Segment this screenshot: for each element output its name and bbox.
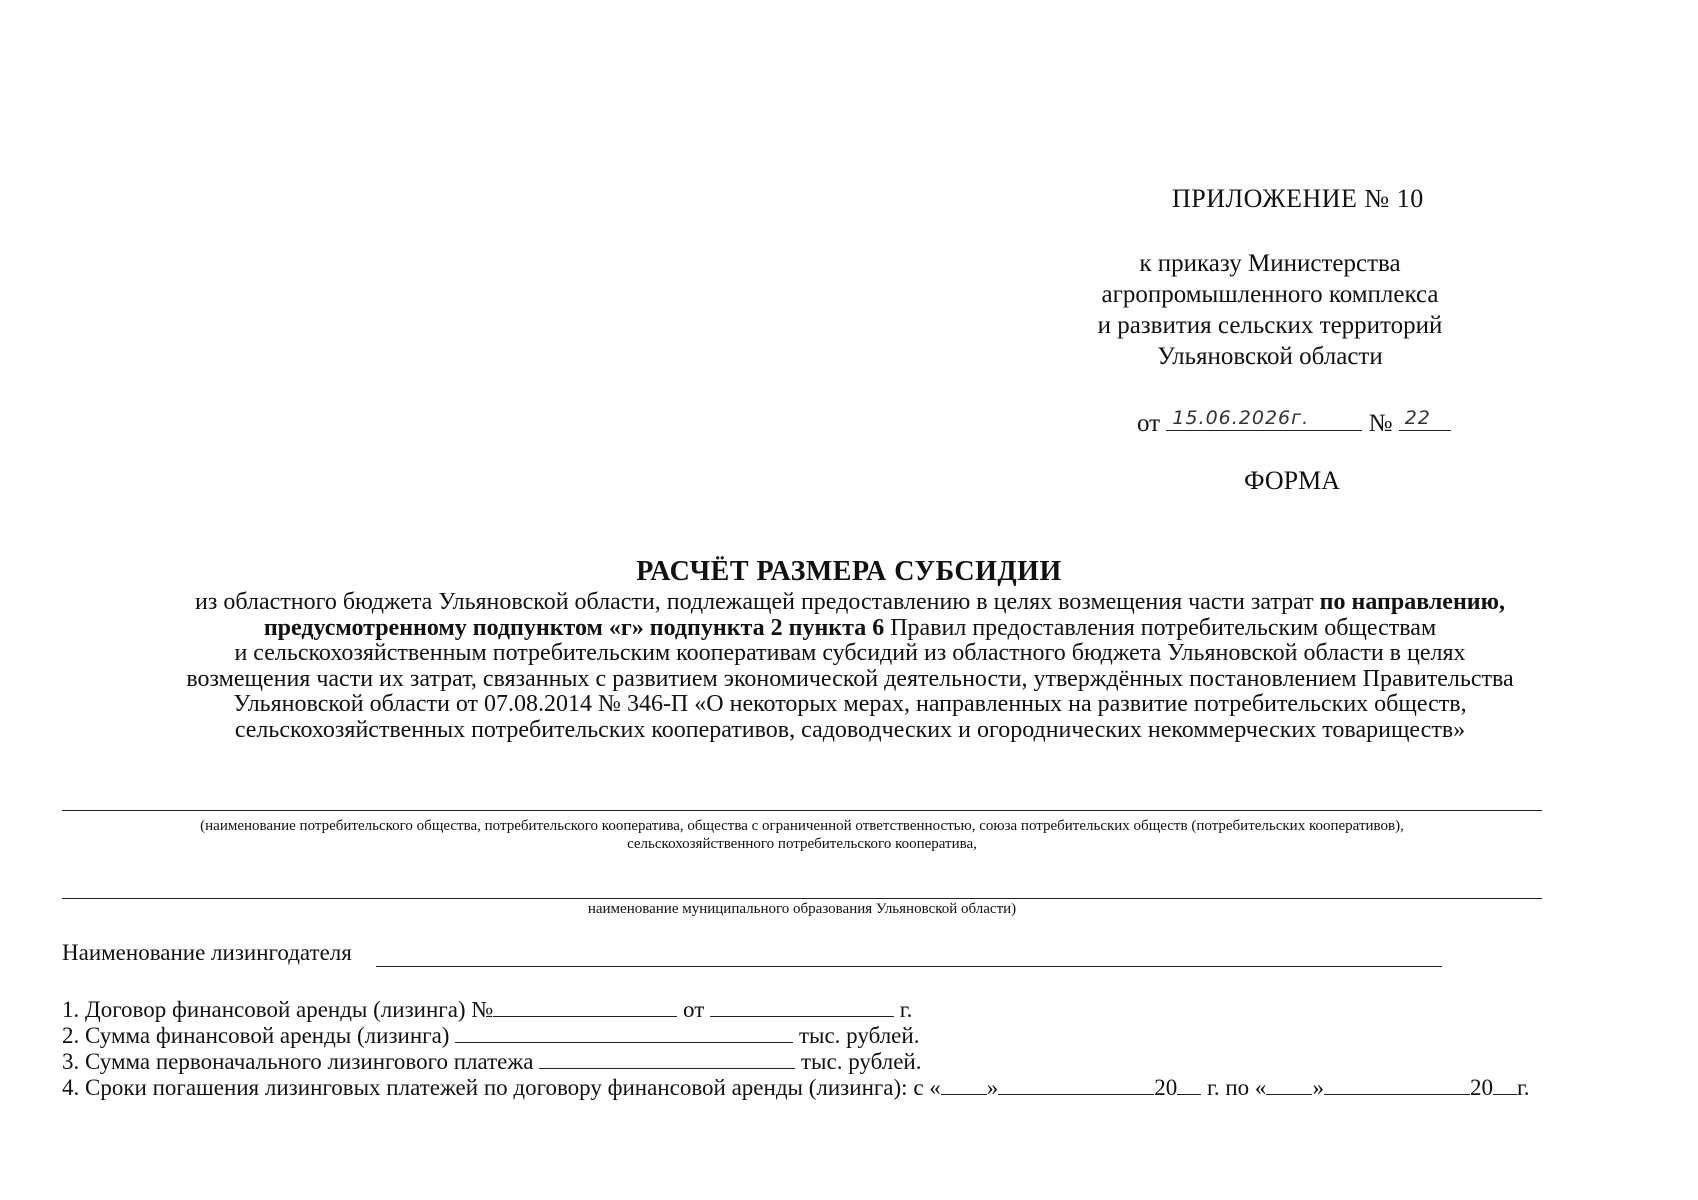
organization-name-field[interactable] [62, 810, 1542, 811]
description-line-6: сельскохозяйственных потребительских кооперативов, садоводческих и огороднических некоммерческих товариществ» [234, 716, 1466, 743]
order-line-4: Ульяновской области [1157, 343, 1383, 370]
start-month-field[interactable] [998, 1074, 1154, 1095]
item-3-unit: тыс. рублей. [800, 1049, 922, 1074]
lease-amount-field[interactable] [455, 1022, 793, 1043]
order-date-line [1137, 404, 1451, 438]
order-reference [1080, 248, 1460, 372]
handwritten-number: 22 [1404, 407, 1431, 429]
item-3-label: 3. Сумма первоначального лизингового платежа [62, 1049, 534, 1074]
handwritten-date: 15.06.2026г. [1172, 407, 1310, 429]
end-year-field[interactable] [1493, 1074, 1517, 1095]
item-4-middle: г. по « [1207, 1075, 1267, 1100]
lessor-row [62, 940, 352, 966]
number-prefix: № [1368, 410, 1393, 437]
order-line-2: агропромышленного комплекса [1101, 281, 1439, 308]
item-2-row [62, 1022, 919, 1049]
order-line-3: и развития сельских территорий [1097, 312, 1443, 339]
initial-payment-field[interactable] [539, 1048, 795, 1069]
municipality-caption: наименование муниципального образования Ульяновской области) [587, 901, 1017, 917]
end-month-field[interactable] [1324, 1074, 1470, 1095]
description-line-5: Ульяновской области от 07.08.2014 № 346-П «О некоторых мерах, направленных на развитие потребительских обществ, [233, 691, 1467, 717]
date-field[interactable] [1166, 404, 1362, 431]
item-4-row [62, 1074, 1530, 1101]
form-label: ФОРМА [1244, 466, 1340, 495]
item-1-from: от [683, 997, 705, 1022]
item-2-label: 2. Сумма финансовой аренды (лизинга) [62, 1023, 450, 1048]
item-4-year-prefix-2: 20 [1469, 1075, 1493, 1100]
description-line-1-bold: по направлению, [1319, 589, 1505, 615]
item-4-year-prefix-1: 20 [1154, 1075, 1178, 1100]
lessor-name-field[interactable] [376, 966, 1442, 967]
lessor-label: Наименование лизингодателя [62, 940, 352, 965]
description-line-1-normal: из областного бюджета Ульяновской области, подлежащей предоставлению в целях возмещения части затрат [195, 589, 1320, 615]
organization-caption-line-1: (наименование потребительского общества, потребительского кооператива, общества с ограниченной ответственностью, союза потребительских обществ (потребительских кооперативов), [200, 818, 1404, 834]
item-3-row [62, 1048, 921, 1075]
description-line-4: возмещения части их затрат, связанных с развитием экономической деятельности, утверждённых постановлением Правительства [186, 665, 1514, 692]
item-4-quote-1: » [986, 1075, 999, 1100]
item-1-row [62, 996, 912, 1023]
contract-date-field[interactable] [710, 996, 894, 1017]
item-1-year: г. [899, 997, 913, 1022]
item-4-quote-2: » [1312, 1075, 1324, 1100]
date-prefix: от [1137, 410, 1161, 437]
start-year-field[interactable] [1177, 1074, 1201, 1095]
item-2-unit: тыс. рублей. [798, 1023, 920, 1048]
item-4-end: г. [1516, 1075, 1530, 1100]
appendix-title: ПРИЛОЖЕНИЕ № 10 [1172, 184, 1424, 213]
organization-name-caption [62, 817, 1542, 853]
description-line-2-normal: Правил предоставления потребительским обществам [884, 614, 1437, 641]
description-line-1 [100, 590, 1600, 616]
description-line-2-bold: предусмотренному подпунктом «г» подпункта 2 пункта 6 [263, 614, 885, 641]
description-line-2 [100, 616, 1600, 642]
start-day-field[interactable] [941, 1074, 987, 1095]
municipality-field[interactable] [62, 898, 1542, 899]
item-4-label: 4. Сроки погашения лизинговых платежей по договору финансовой аренды (лизинга): с « [62, 1075, 941, 1100]
order-line-1: к приказу Министерства [1139, 250, 1401, 277]
end-day-field[interactable] [1266, 1074, 1312, 1095]
description-line-3: и сельскохозяйственным потребительским кооперативам субсидий из областного бюджета Ульяновской области в целях [234, 640, 1466, 666]
number-field[interactable] [1399, 404, 1451, 431]
title-description [100, 590, 1600, 743]
contract-number-field[interactable] [493, 996, 677, 1017]
organization-caption-line-2: сельскохозяйственного потребительского кооператива, [627, 836, 977, 852]
document-title: РАСЧЁТ РАЗМЕРА СУБСИДИИ [636, 556, 1062, 587]
item-1-label: 1. Договор финансовой аренды (лизинга) № [62, 997, 494, 1022]
